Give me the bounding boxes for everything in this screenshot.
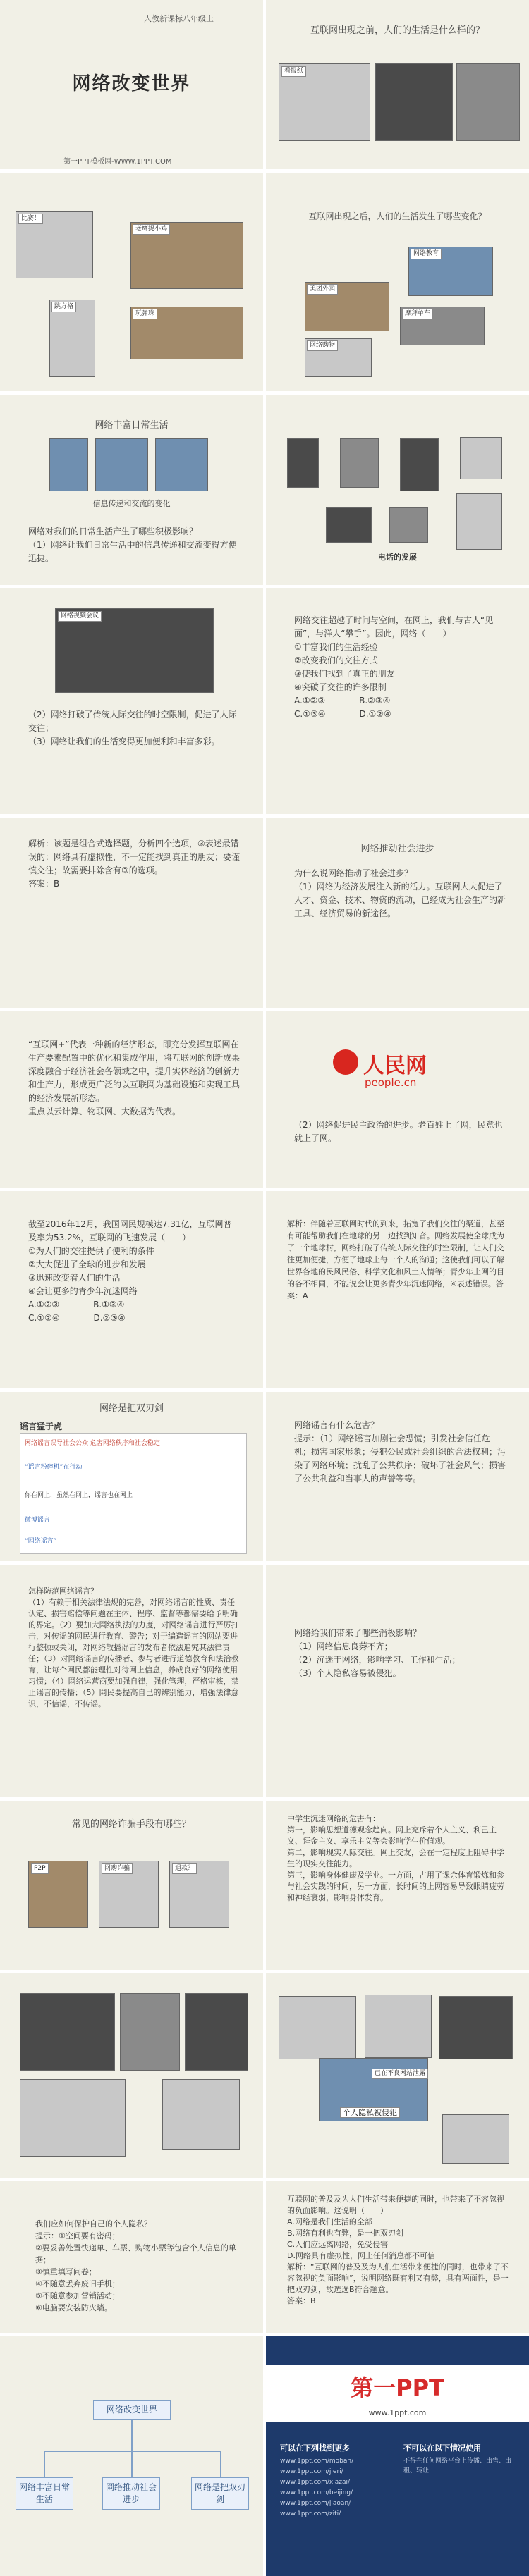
cartoon-addiction <box>20 2079 126 2157</box>
photo-tag: 比赛！ <box>18 214 43 224</box>
cartoon-laptop <box>162 2079 240 2150</box>
photo-tag: 玩弹珠 <box>133 309 157 319</box>
question-text: 互联网出现之前，人们的生活是什么样的？ <box>310 25 485 36</box>
photo-dish <box>95 438 148 491</box>
phone-6 <box>389 507 428 543</box>
phone-3 <box>400 438 439 491</box>
body-text: 网络给我们带来了哪些消极影响？ （1）网络信息良莠不齐； （2）沉迷于网络，影响学习、工作和生活； （3）个人隐私容易被侵犯。 <box>294 1628 461 1678</box>
body-text: （2）网络打破了传统人际交往的时空限制，促进了人际交往； （3）网络让我们的生活变得更加便利和丰富多彩。 <box>28 710 237 746</box>
phone-7 <box>456 493 502 550</box>
body-text: 网络对我们的日常生活产生了哪些积极影响？ （1）网络让我们日常生活中的信息传递和交流变得方便迅捷。 <box>28 526 237 563</box>
privacy-note: 已在不良网站泄露 <box>372 2069 428 2079</box>
link-item[interactable]: www.1ppt.com/ziti/ <box>280 2510 341 2518</box>
photo-tag: 老鹰捉小鸡 <box>133 224 170 235</box>
col2-text: 不得在任何网络平台上传播、出售、出租、转让 <box>403 2458 512 2475</box>
brand-logo: 第一PPT <box>266 2365 529 2408</box>
cover-title: 网络改变世界 <box>72 73 191 94</box>
section-heading: 网络推动社会进步 <box>360 844 434 854</box>
rumor-panel <box>20 1433 247 1554</box>
mindmap-connector <box>131 2451 133 2477</box>
slide-internet-plus <box>0 1011 263 1188</box>
link-list <box>280 2456 393 2520</box>
privacy-caption: 个人隐私被侵犯 <box>340 2107 400 2118</box>
photo-tag: 网络购物 <box>307 340 338 351</box>
body-text: 为什么说网络推动了社会进步？ （1）网络为经济发展注入新的活力。互联网大大促进了人才、资金、技术、物资的流动，已经成为社会生产的新工具、经济贸易的新途径。 <box>294 868 506 918</box>
slide-double-edged <box>0 1392 263 1561</box>
mindmap-child: 网络是把双刃剑 <box>191 2477 249 2510</box>
analysis-text: 解析：该题是组合式选择题，分析四个选项，③表述最错误的：网络具有虚拟性，不一定能找到真正的朋友；要谨慎交往；故需要排除含有③的选项。 答案：B <box>28 839 241 889</box>
body-text: 我们应如何保护自己的个人隐私？ 提示：①空间要有密码； ②要妥善处置快递单、车票、购物小票等包含个人信息的单据； ③慎重填写问卷； ④不随意丢弃废旧手机； ⑤不随意参加营销活动； ⑥电脑要安装防火墙。 <box>35 2219 236 2312</box>
slide-question-3 <box>266 2181 529 2333</box>
slide-daily-life <box>0 395 263 585</box>
cover-site: 第一PPT模板网-WWW.1PPT.COM <box>63 158 172 166</box>
body-text: 怎样防范网络谣言？ （1）有赖于相关法律法规的完善，对网络谣言的性质、责任认定、损害赔偿等问题在主体、程序、监督等都需要给予明确的界定。（2）要加大网络执法的力度，对网络谣言进行严厉打击，对传谣的网民进行教育、警告；对于编造谣言的网站要进行整顿或关闭，对网络散播谣言的发布者依法追究其法律责任；（3）对网络谣言的传播者、参与者进行道德教育和法治教育，让每个网民都能理性对待网上信息，养成良好的网络使用习惯；（4）网络运营商要加强自律，强化管理，严格审核，禁止谣言的传播；（5）网民要提高自己的辨别能力，增强法律意识，不信谣，不传谣。 <box>28 1586 239 1708</box>
cover-subtitle: 人教新课标八年级上 <box>144 14 214 23</box>
photo-student <box>120 1993 180 2071</box>
caption: 信息传递和交流的变化 <box>92 499 171 508</box>
slide-analysis-1 <box>0 818 263 1008</box>
link-item[interactable]: www.1ppt.com/jieri/ <box>280 2468 343 2475</box>
phone-1 <box>287 438 319 488</box>
slide-privacy <box>266 1973 529 2178</box>
cartoon-privacy-3 <box>439 1996 513 2059</box>
photo-phone <box>456 63 520 141</box>
mindmap-connector <box>44 2451 221 2452</box>
slide-democracy <box>266 1011 529 1188</box>
slide-after-internet <box>266 173 529 391</box>
phone-5 <box>326 507 372 543</box>
photo-tag: 看报纸 <box>281 66 306 77</box>
slide-video-meeting <box>0 588 263 814</box>
caption: 电话的发展 <box>378 553 417 562</box>
section-heading: 网络是把双刃剑 <box>99 1403 164 1414</box>
photo-tag: 网络教育 <box>411 249 442 259</box>
slide-phone-evolution <box>266 395 529 585</box>
photo-tag: 网购诈骗 <box>102 1863 133 1874</box>
link-item[interactable]: www.1ppt.com/xiazai/ <box>280 2479 351 2486</box>
mindmap-connector <box>131 2420 133 2451</box>
cartoon-privacy-2 <box>365 1995 432 2058</box>
brand-site: www.1ppt.com <box>266 2407 529 2422</box>
mindmap-root: 网络改变世界 <box>93 2400 171 2420</box>
logo-subtext: people.cn <box>365 1076 417 1089</box>
body-text: “互联网+”代表一种新的经济形态，即充分发挥互联网在生产要素配置中的优化和集成作用，将互联网的创新成果深度融合于经济社会各领域之中，提升实体经济的创新力和生产力，形成更广泛的以互联网为基础设施和实现工具的经济发展新形态。 重点以云计算、物联网、大数据为代表。 <box>28 1040 241 1116</box>
photo-tag: 网络视频会议 <box>58 611 102 622</box>
photo-tag: 跳方格 <box>51 302 76 312</box>
body-text: 网络谣言有什么危害？ 提示：（1）网络谣言加剧社会恐慌；引发社会信任危机；损害国家形象；侵犯公民或社会组织的合法权利；污染了网络环境；扰乱了公共秩序；破坏了社会风气；损害了公共利益和当事人的声誉等等。 <box>294 1420 506 1484</box>
cartoon-privacy-1 <box>279 1996 356 2059</box>
col1-title: 可以在下列找到更多 <box>280 2443 350 2453</box>
analysis-text: 解析：伴随着互联网时代的到来，拓宽了我们交往的渠道，甚至有可能帮助我们在地球的另一边找到知音。网络发展使全球成为了一个地球村，网络打破了传统人际交往的时空限制，让人们交往更加便捷，方便了地球上每一个人的沟通；这使我们可以了解世界各地的民风民俗、科学文化和风土人情等；青少年上网的目的各不相同，不能说会让更多青少年沉迷网络，④表述错误。答案：A <box>287 1219 504 1300</box>
photo-tag: P2P <box>31 1863 49 1874</box>
slide-addiction-photos <box>0 1973 263 2178</box>
photo-antenna <box>155 438 208 491</box>
slide-analysis-2 <box>266 1191 529 1388</box>
rumor-item: 微博谣言 <box>25 1517 51 1524</box>
photo-crowd <box>375 63 453 141</box>
slide-question-1 <box>266 588 529 814</box>
rumor-item: 网络谣言误导社会公众 危害网络秩序和社会稳定 <box>25 1440 160 1447</box>
slide-privacy-protection <box>0 2181 263 2333</box>
col2-title: 不可以在以下情况使用 <box>403 2443 481 2453</box>
body-text: 中学生沉迷网络的危害有： 第一，影响思想道德观念趋向。网上充斥着个人主义、利己主义、拜金主义、享乐主义等会影响学生价值观。 第二，影响现实人际交往。网上交友，会在一定程度上阻碍中学生的现实交往能力。 第三，影响身体健康及学业。一方面，占用了课余体育锻炼和参与社会实践的时间，另一方面，长时间的上网容易导致眼睛疲劳和神经衰弱，影响身体发育。 <box>287 1814 504 1902</box>
cartoon-privacy-4 <box>442 2114 509 2164</box>
question-text: 常见的网络诈骗手段有哪些？ <box>71 1819 191 1830</box>
question-text: 网络交往超越了时间与空间，在网上，我们与古人“见面”，与洋人“攀手”。因此，网络（ ） ①丰富我们的生活经验 ②改变我们的交往方式 ③使我们找到了真正的朋友 ④突破了交往的许多限制 A.①②③ B.②③④ C.①③④ D.①②④ <box>294 615 494 719</box>
rumor-item: “网络谣言” <box>25 1538 57 1545</box>
slide-fraud <box>0 1801 263 1970</box>
people-logo-icon <box>333 1049 358 1075</box>
slide-society-progress <box>266 818 529 1008</box>
slide-addiction-harm <box>266 1801 529 1970</box>
phone-2 <box>340 438 379 488</box>
slide-rumor-prevention <box>0 1565 263 1797</box>
mindmap-child: 网络丰富日常生活 <box>16 2477 73 2510</box>
slide-ending <box>266 2336 529 2576</box>
photo-internet-cafe <box>20 1993 115 2071</box>
question-text: 互联网的普及及为人们生活带来便捷的同时，也带来了不容忽视的负面影响。这说明（ ） A.网络是我们生活的全部 B.网络有利也有弊，是一把双刃剑 C.人们应远离网络，免受侵害 D.网络具有虚拟性，网上任何消息都不可信 解析：“互联网的普及及为人们生活带来便捷的同时，也带来了不容忽视的负面影响”，说明网络既有利又有弊，具有两面性，是一把双刃剑，故选选B符合题意。 答案：B <box>287 2195 509 2305</box>
logo-text: 人民网 <box>363 1054 427 1078</box>
slide-question-2 <box>0 1191 263 1388</box>
slide-negative-effects <box>266 1565 529 1797</box>
slide-games <box>0 173 263 391</box>
slide-before-internet <box>266 0 529 169</box>
mindmap-connector <box>44 2451 45 2477</box>
photo-tag: 摩拜单车 <box>402 309 433 319</box>
photo-tag: 美团外卖 <box>307 284 338 295</box>
slide-cover <box>0 0 263 169</box>
mindmap-connector <box>220 2451 221 2477</box>
photo-tag: 退款？ <box>172 1863 197 1874</box>
photo-tower <box>49 438 88 491</box>
question-text: 截至2016年12月，我国网民规模达7.31亿，互联网普及率为53.2%，互联网的飞速发展（ ） ①为人们的交往提供了便利的条件 ②大大促进了全球的进步和发展 ③迅速改变着人们的生活 ④会让更多的青少年沉迷网络 A.①②③ B.①③④ C.①②④ D.②③④ <box>28 1219 232 1323</box>
rumor-title: 谣言猛于虎 <box>20 1422 63 1431</box>
link-item[interactable]: www.1ppt.com/moban/ <box>280 2458 354 2465</box>
slide-summary <box>0 2336 263 2576</box>
link-item[interactable]: www.1ppt.com/jiaoan/ <box>280 2500 351 2507</box>
photo-gaming <box>185 1993 248 2071</box>
section-heading: 网络丰富日常生活 <box>95 420 169 431</box>
rumor-item: 你在网上，虽然在网上，谣言也在网上 <box>25 1492 133 1499</box>
question-text: 互联网出现之后，人们的生活发生了哪些变化？ <box>308 211 487 221</box>
phone-4 <box>460 437 502 479</box>
mindmap-child: 网络推动社会进步 <box>102 2477 160 2510</box>
slide-rumor-harm <box>266 1392 529 1561</box>
link-item[interactable]: www.1ppt.com/beijing/ <box>280 2489 353 2496</box>
rumor-item: “谣言粉碎机”在行动 <box>25 1464 83 1471</box>
body-text: （2）网络促进民主政治的进步。老百姓上了网，民意也就上了网。 <box>294 1120 503 1143</box>
